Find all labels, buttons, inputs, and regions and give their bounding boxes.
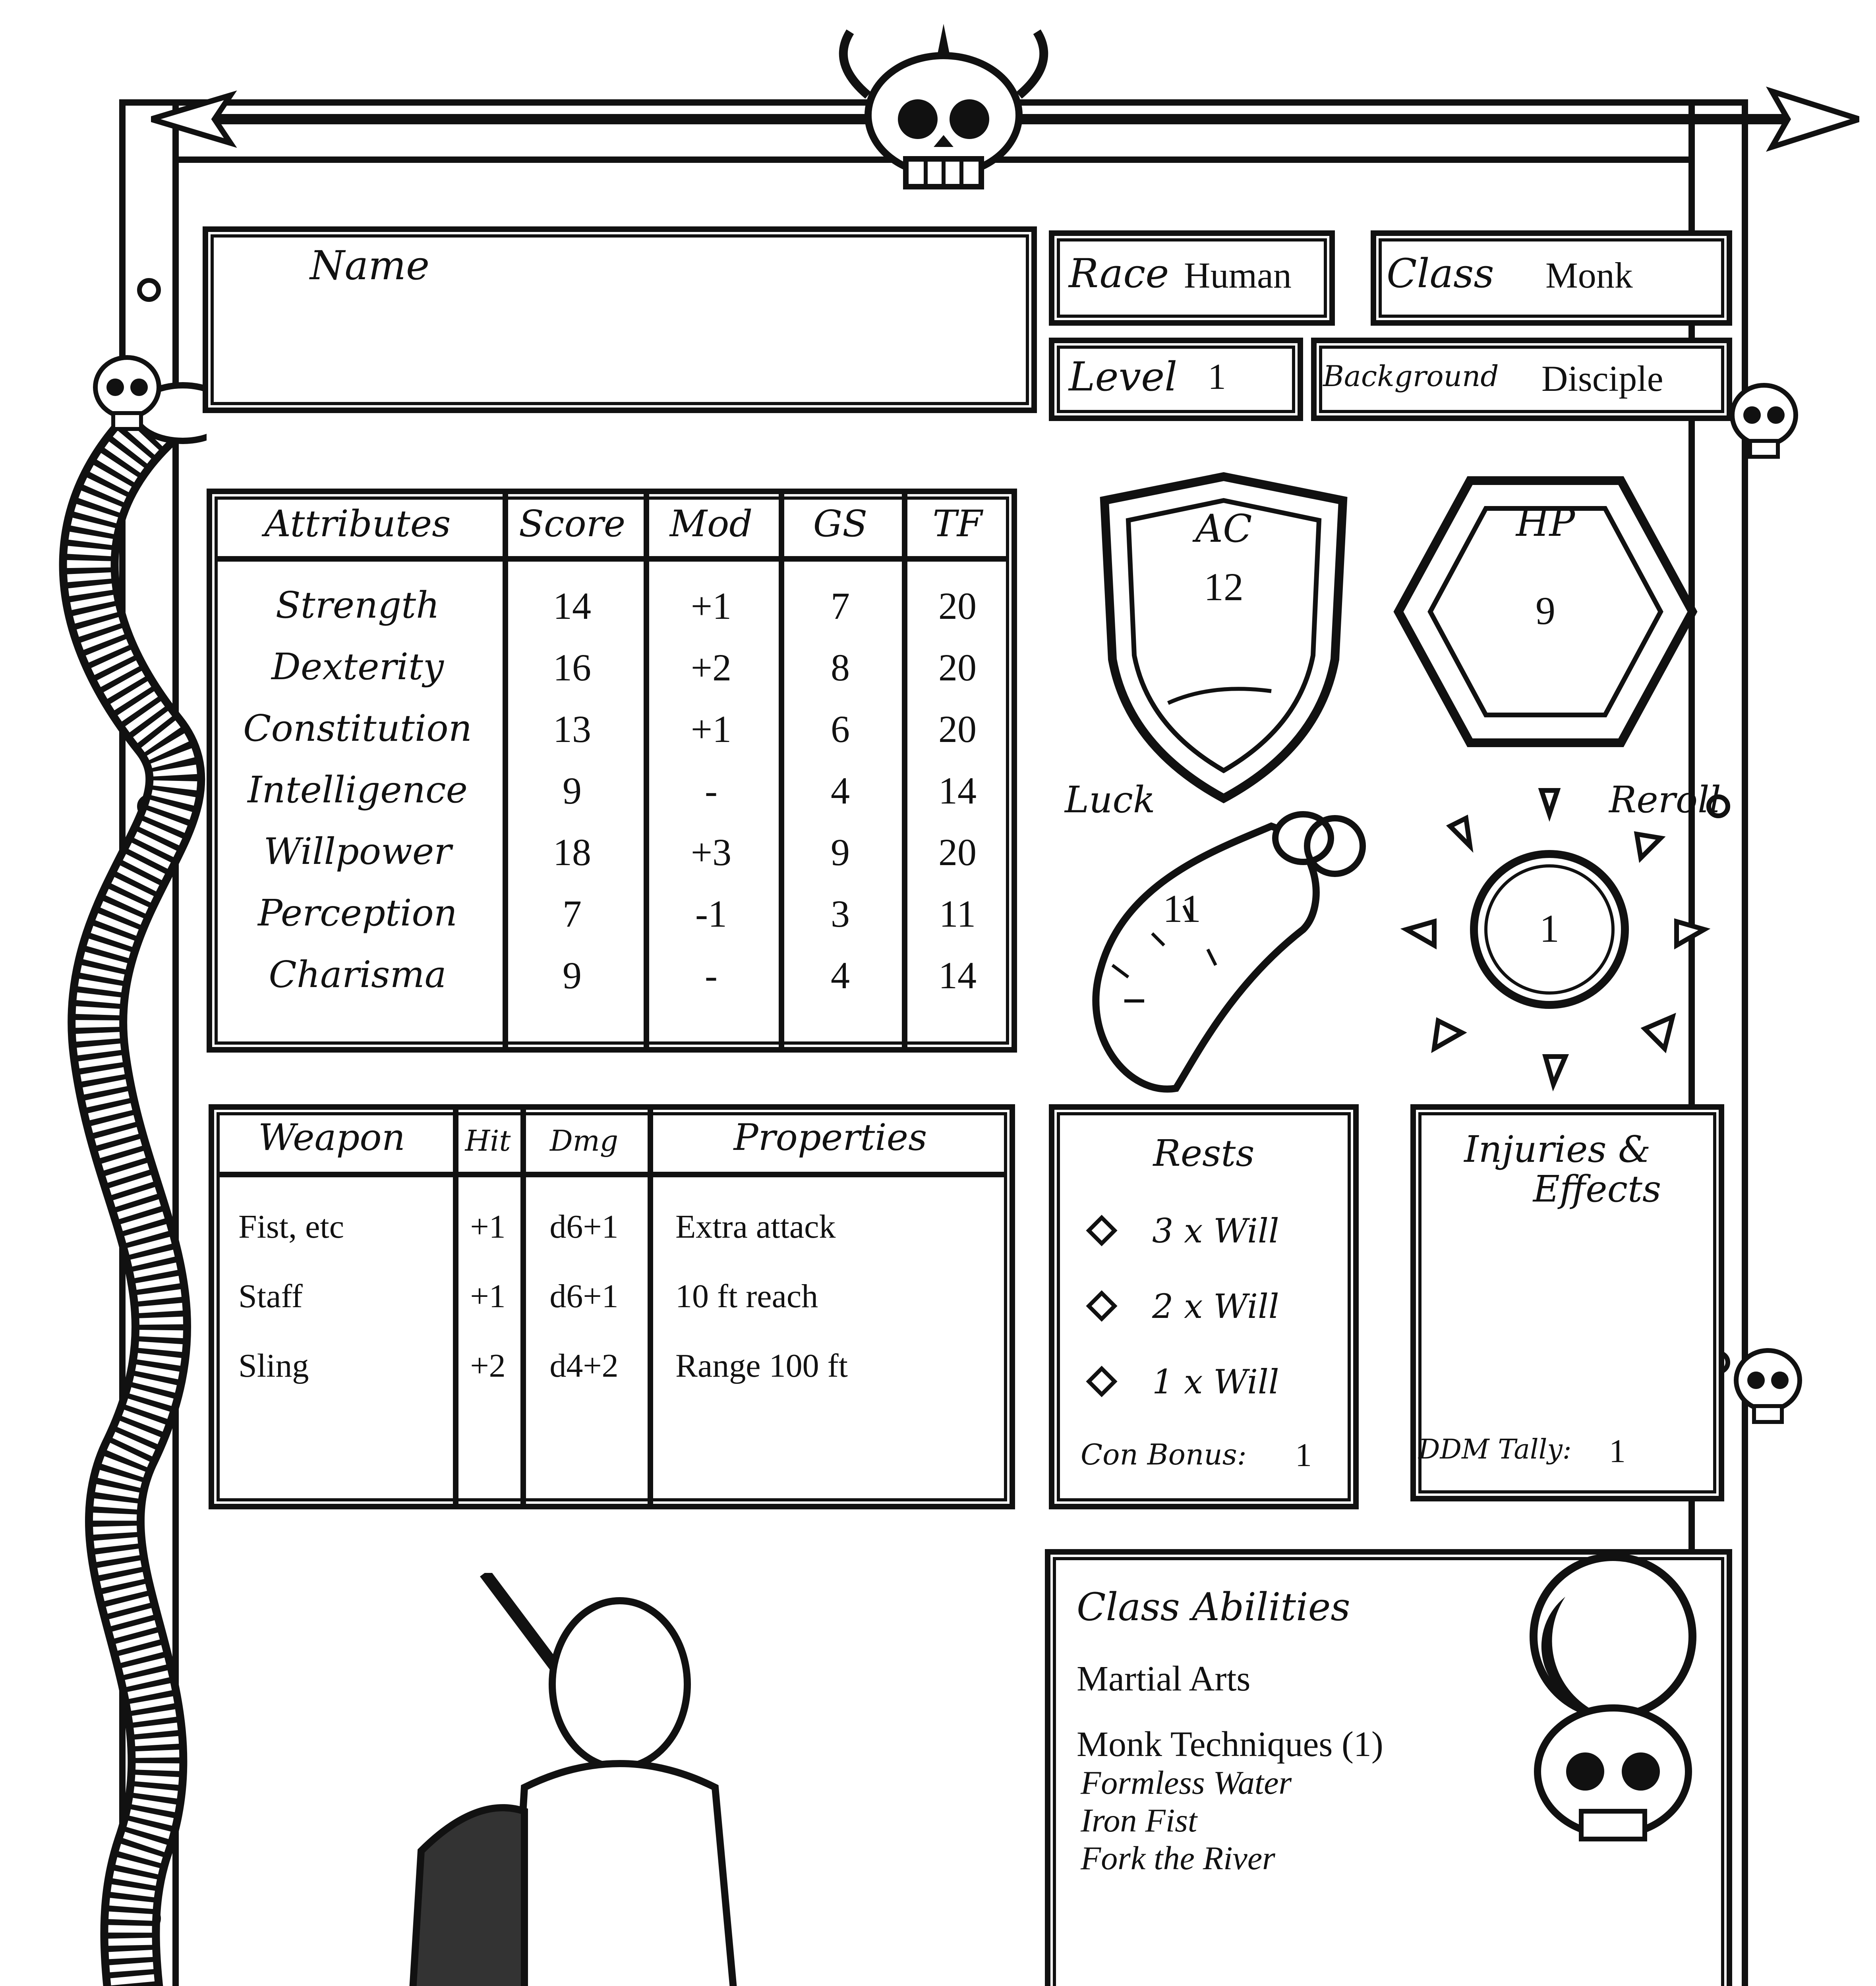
weapon-dmg[interactable]: d6+1 <box>549 1278 619 1315</box>
race-value[interactable]: Human <box>1184 255 1292 296</box>
attribute-tf[interactable]: 20 <box>938 708 977 750</box>
weapon-dmg[interactable]: d4+2 <box>549 1347 619 1384</box>
attribute-name: Intelligence <box>248 769 468 811</box>
attribute-name: Dexterity <box>271 645 444 688</box>
reroll-label: Reroll <box>1609 779 1721 821</box>
weapon-properties[interactable]: Range 100 ft <box>675 1347 848 1384</box>
weapon-hit[interactable]: +1 <box>470 1278 506 1315</box>
weapon-hit[interactable]: +2 <box>470 1347 506 1384</box>
ability-martial-arts: Martial Arts <box>1077 1659 1251 1698</box>
rests-title: Rests <box>1153 1132 1255 1175</box>
weapon-dmg[interactable]: d6+1 <box>549 1208 619 1245</box>
attribute-gs[interactable]: 9 <box>831 831 850 873</box>
attribute-mod[interactable]: - <box>705 954 718 997</box>
con-bonus-value[interactable]: 1 <box>1295 1437 1312 1474</box>
rivet-icon <box>137 278 161 302</box>
rest-label: 2 x Will <box>1152 1287 1279 1326</box>
score-header: Score <box>518 502 626 545</box>
ac-value[interactable]: 12 <box>1204 565 1244 609</box>
attribute-gs[interactable]: 4 <box>831 769 850 812</box>
level-value[interactable]: 1 <box>1208 356 1226 397</box>
dmg-header: Dmg <box>549 1124 619 1157</box>
attribute-score[interactable]: 9 <box>563 954 582 997</box>
attribute-tf[interactable]: 11 <box>939 893 976 935</box>
ddm-tally-value[interactable]: 1 <box>1609 1433 1626 1470</box>
attribute-name: Perception <box>257 892 458 934</box>
attribute-score[interactable]: 18 <box>553 831 591 873</box>
technique-fork-the-river: Fork the River <box>1081 1840 1275 1877</box>
hp-label: HP <box>1516 500 1575 545</box>
attribute-score[interactable]: 9 <box>563 769 582 812</box>
attribute-name: Constitution <box>243 707 472 750</box>
attribute-gs[interactable]: 7 <box>831 585 850 627</box>
hit-header: Hit <box>465 1124 511 1157</box>
ac-label: AC <box>1195 506 1252 551</box>
class-abilities-title: Class Abilities <box>1077 1585 1350 1629</box>
technique-formless-water: Formless Water <box>1081 1764 1292 1801</box>
weapon-properties[interactable]: 10 ft reach <box>675 1278 818 1315</box>
attribute-name: Strength <box>275 584 440 626</box>
crystal-ball-icon <box>1510 1549 1716 1851</box>
monk-portrait <box>358 1573 874 1986</box>
attribute-gs[interactable]: 3 <box>831 893 850 935</box>
attribute-tf[interactable]: 20 <box>938 585 977 627</box>
attribute-tf[interactable]: 20 <box>938 646 977 689</box>
injuries-title-line2: Effects <box>1533 1168 1661 1210</box>
rabbit-foot-icon <box>1065 779 1367 1108</box>
weapon-weapon[interactable]: Sling <box>238 1347 309 1384</box>
attribute-gs[interactable]: 8 <box>831 646 850 689</box>
skull-icon <box>814 16 1073 222</box>
attribute-score[interactable]: 7 <box>563 893 582 935</box>
background-label: Background <box>1323 359 1499 393</box>
luck-value[interactable]: 11 <box>1162 887 1201 931</box>
skull-icon <box>1728 1343 1808 1430</box>
weapon-properties[interactable]: Extra attack <box>675 1208 836 1245</box>
attribute-mod[interactable]: +1 <box>690 585 732 627</box>
attribute-tf[interactable]: 14 <box>938 769 977 812</box>
attribute-mod[interactable]: +3 <box>690 831 732 873</box>
name-label: Name <box>310 242 430 289</box>
skull-icon <box>87 350 167 437</box>
hp-value[interactable]: 9 <box>1536 589 1555 633</box>
attribute-score[interactable]: 13 <box>553 708 591 750</box>
reroll-value[interactable]: 1 <box>1539 906 1559 950</box>
serpent-icon <box>40 377 207 1986</box>
luck-label: Luck <box>1065 779 1155 821</box>
attribute-tf[interactable]: 14 <box>938 954 977 997</box>
class-label: Class <box>1387 250 1494 297</box>
mod-header: Mod <box>669 502 753 545</box>
injuries-title-line1: Injuries & <box>1464 1128 1651 1171</box>
attribute-name: Charisma <box>269 953 447 996</box>
attribute-mod[interactable]: +1 <box>690 708 732 750</box>
attribute-gs[interactable]: 6 <box>831 708 850 750</box>
weapon-hit[interactable]: +1 <box>470 1208 506 1245</box>
weapon-weapon[interactable]: Staff <box>238 1278 303 1315</box>
con-bonus-label: Con Bonus: <box>1081 1438 1247 1471</box>
attribute-score[interactable]: 14 <box>553 585 591 627</box>
ability-monk-techniques: Monk Techniques (1) <box>1077 1725 1383 1764</box>
level-label: Level <box>1069 354 1178 400</box>
attribute-tf[interactable]: 20 <box>938 831 977 873</box>
attribute-score[interactable]: 16 <box>553 646 591 689</box>
tf-header: TF <box>932 502 982 545</box>
technique-iron-fist: Iron Fist <box>1081 1802 1197 1839</box>
attribute-mod[interactable]: +2 <box>690 646 732 689</box>
race-label: Race <box>1069 250 1169 297</box>
rest-label: 3 x Will <box>1152 1211 1279 1250</box>
weapon-header: Weapon <box>258 1116 405 1159</box>
attribute-mod[interactable]: - <box>705 769 718 812</box>
background-value[interactable]: Disciple <box>1541 358 1663 399</box>
properties-header: Properties <box>733 1116 927 1159</box>
weapon-weapon[interactable]: Fist, etc <box>238 1208 344 1245</box>
attribute-gs[interactable]: 4 <box>831 954 850 997</box>
skull-icon <box>1724 377 1804 465</box>
attribute-name: Willpower <box>263 830 452 873</box>
ddm-tally-label: DDM Tally: <box>1418 1434 1572 1465</box>
rest-label: 1 x Will <box>1152 1362 1279 1401</box>
attribute-mod[interactable]: -1 <box>695 893 727 935</box>
class-value[interactable]: Monk <box>1545 255 1633 296</box>
gs-header: GS <box>813 502 868 545</box>
attributes-header: Attributes <box>264 502 451 545</box>
